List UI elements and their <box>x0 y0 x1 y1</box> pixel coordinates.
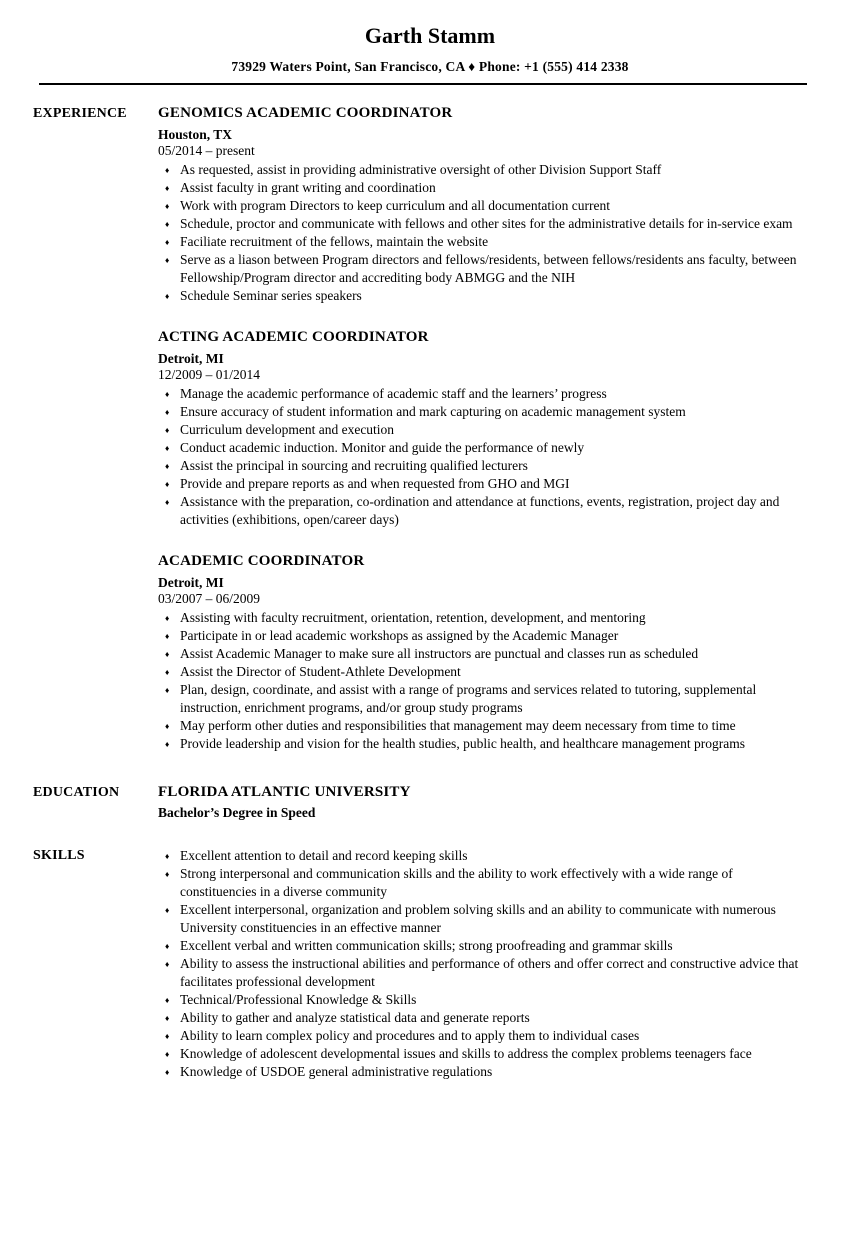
job-bullet <box>158 627 810 645</box>
job-bullet <box>158 735 810 753</box>
bullet-text: As requested, assist in providing administrative oversight of other Division Support Staff <box>180 162 662 177</box>
diamond-bullet-icon: ♦ <box>165 684 170 695</box>
job-title: ACADEMIC COORDINATOR <box>158 553 365 569</box>
job-bullet <box>158 475 810 493</box>
diamond-bullet-icon: ♦ <box>165 648 170 659</box>
skill-bullet <box>158 1045 810 1063</box>
resume-header <box>0 0 860 85</box>
section-label-experience: EXPERIENCE <box>33 106 127 121</box>
job-bullet <box>158 161 810 179</box>
bullet-text: Participate in or lead academic workshops as assigned by the Academic Manager <box>180 628 619 643</box>
job-title: GENOMICS ACADEMIC COORDINATOR <box>158 105 453 121</box>
resume-body <box>0 105 860 1081</box>
diamond-bullet-icon: ♦ <box>165 738 170 749</box>
diamond-bullet-icon: ♦ <box>165 460 170 471</box>
diamond-bullet-icon: ♦ <box>165 406 170 417</box>
job-entry <box>158 329 810 529</box>
skill-bullet <box>158 1009 810 1027</box>
section-skills <box>33 847 810 1081</box>
diamond-bullet-icon: ♦ <box>165 958 170 969</box>
skill-bullet <box>158 955 810 991</box>
job-dates: 05/2014 – present <box>158 143 255 158</box>
bullet-text: Excellent interpersonal, organization and problem solving skills and an ability to communicate with numerous University constituencies in an effective manner <box>180 902 776 935</box>
job-location: Houston, TX <box>158 127 233 142</box>
bullet-text: Serve as a liason between Program directors and fellows/residents, between fellows/residents ans faculty, between Fellowship/Program director and accrediting body ABMGG and the NIH <box>180 252 797 285</box>
bullet-text: Excellent attention to detail and record keeping skills <box>180 848 468 863</box>
diamond-bullet-icon: ♦ <box>165 904 170 915</box>
job-bullet <box>158 681 810 717</box>
education-content <box>158 784 810 821</box>
diamond-bullet-icon: ♦ <box>165 994 170 1005</box>
skill-bullet <box>158 901 810 937</box>
diamond-bullet-icon: ♦ <box>165 850 170 861</box>
diamond-bullet-icon: ♦ <box>165 720 170 731</box>
bullet-text: Ability to learn complex policy and procedures and to apply them to individual cases <box>180 1028 640 1043</box>
diamond-bullet-icon: ♦ <box>165 182 170 193</box>
diamond-bullet-icon: ♦ <box>165 388 170 399</box>
bullet-text: Assist Academic Manager to make sure all instructors are punctual and classes run as scheduled <box>180 646 699 661</box>
diamond-bullet-icon: ♦ <box>165 1048 170 1059</box>
skill-bullet <box>158 937 810 955</box>
education-degree: Bachelor’s Degree in Speed <box>158 805 316 820</box>
diamond-bullet-icon: ♦ <box>165 200 170 211</box>
diamond-bullet-icon: ♦ <box>165 1030 170 1041</box>
diamond-bullet-icon: ♦ <box>165 236 170 247</box>
job-location: Detroit, MI <box>158 351 224 366</box>
skill-bullet <box>158 1027 810 1045</box>
job-bullet <box>158 251 810 287</box>
bullet-text: Ability to assess the instructional abilities and performance of others and offer correct and constructive advice that facilitates professional development <box>180 956 799 989</box>
job-bullet <box>158 215 810 233</box>
section-experience <box>33 105 810 753</box>
section-label-education: EDUCATION <box>33 785 120 800</box>
bullet-text: Curriculum development and execution <box>180 422 395 437</box>
diamond-bullet-icon: ♦ <box>165 630 170 641</box>
bullet-text: Excellent verbal and written communication skills; strong proofreading and grammar skills <box>180 938 673 953</box>
skill-bullet <box>158 847 810 865</box>
diamond-bullet-icon: ♦ <box>165 478 170 489</box>
bullet-text: Technical/Professional Knowledge & Skills <box>180 992 417 1007</box>
bullet-text: Knowledge of USDOE general administrative regulations <box>180 1064 493 1079</box>
diamond-bullet-icon: ♦ <box>165 940 170 951</box>
bullet-text: Provide and prepare reports as and when requested from GHO and MGI <box>180 476 570 491</box>
bullet-text: Schedule Seminar series speakers <box>180 288 362 303</box>
job-dates: 03/2007 – 06/2009 <box>158 591 261 606</box>
diamond-bullet-icon: ♦ <box>165 666 170 677</box>
bullet-text: Ensure accuracy of student information and mark capturing on academic management system <box>180 404 686 419</box>
skill-bullet <box>158 865 810 901</box>
skill-bullet <box>158 1063 810 1081</box>
experience-content <box>158 105 810 753</box>
bullet-text: Knowledge of adolescent developmental issues and skills to address the complex problems teenagers face <box>180 1046 752 1061</box>
diamond-bullet-icon: ♦ <box>165 290 170 301</box>
section-education <box>33 784 810 821</box>
header-divider <box>39 83 807 85</box>
job-bullet <box>158 421 810 439</box>
job-title: ACTING ACADEMIC COORDINATOR <box>158 329 429 345</box>
bullet-text: Assist faculty in grant writing and coordination <box>180 180 436 195</box>
job-bullet <box>158 717 810 735</box>
diamond-bullet-icon: ♦ <box>165 1066 170 1077</box>
skills-bullet-list <box>158 847 810 1081</box>
bullet-text: Faciliate recruitment of the fellows, maintain the website <box>180 234 489 249</box>
job-entry <box>158 553 810 753</box>
diamond-bullet-icon: ♦ <box>165 442 170 453</box>
diamond-bullet-icon: ♦ <box>165 496 170 507</box>
diamond-bullet-icon: ♦ <box>165 254 170 265</box>
diamond-bullet-icon: ♦ <box>165 218 170 229</box>
skills-content <box>158 847 810 1081</box>
bullet-text: Assistance with the preparation, co-ordination and attendance at functions, events, registration, project day and activities (exhibitions, open/career days) <box>180 494 780 527</box>
job-bullet <box>158 403 810 421</box>
section-label-skills: SKILLS <box>33 848 85 863</box>
bullet-text: Plan, design, coordinate, and assist with a range of programs and services related to tutoring, supplemental instruction, enrichment programs, and/or group study programs <box>180 682 757 715</box>
contact-line: 73929 Waters Point, San Francisco, CA ♦ Phone: +1 (555) 414 2338 <box>231 59 629 74</box>
resume-name: Garth Stamm <box>364 23 496 48</box>
job-entry <box>158 105 810 305</box>
diamond-bullet-icon: ♦ <box>165 868 170 879</box>
job-bullet <box>158 197 810 215</box>
job-bullet <box>158 179 810 197</box>
bullet-text: Assist the principal in sourcing and recruiting qualified lecturers <box>180 458 528 473</box>
bullet-text: Manage the academic performance of academic staff and the learners’ progress <box>180 386 607 401</box>
job-bullet <box>158 645 810 663</box>
job-bullet <box>158 609 810 627</box>
job-dates: 12/2009 – 01/2014 <box>158 367 261 382</box>
job-bullet <box>158 385 810 403</box>
diamond-bullet-icon: ♦ <box>165 424 170 435</box>
job-location: Detroit, MI <box>158 575 224 590</box>
job-bullet <box>158 457 810 475</box>
bullet-text: Provide leadership and vision for the health studies, public health, and healthcare management programs <box>180 736 745 751</box>
bullet-text: Strong interpersonal and communication skills and the ability to work effectively with a wide range of constituencies in a diverse community <box>180 866 733 899</box>
diamond-bullet-icon: ♦ <box>165 164 170 175</box>
job-bullet <box>158 663 810 681</box>
bullet-text: Schedule, proctor and communicate with fellows and other sites for the administrative details for in-service exam <box>180 216 793 231</box>
bullet-text: Assisting with faculty recruitment, orientation, retention, development, and mentoring <box>180 610 646 625</box>
diamond-bullet-icon: ♦ <box>165 612 170 623</box>
bullet-text: May perform other duties and responsibilities that management may deem necessary from time to time <box>180 718 736 733</box>
job-bullet <box>158 493 810 529</box>
bullet-text: Assist the Director of Student-Athlete Development <box>180 664 461 679</box>
skill-bullet <box>158 991 810 1009</box>
job-bullet-list <box>158 385 810 529</box>
bullet-text: Work with program Directors to keep curriculum and all documentation current <box>180 198 611 213</box>
job-bullet <box>158 287 810 305</box>
job-bullet-list <box>158 609 810 753</box>
education-school: FLORIDA ATLANTIC UNIVERSITY <box>158 784 411 800</box>
diamond-bullet-icon: ♦ <box>165 1012 170 1023</box>
bullet-text: Conduct academic induction. Monitor and guide the performance of newly <box>180 440 585 455</box>
job-bullet <box>158 439 810 457</box>
job-bullet <box>158 233 810 251</box>
bullet-text: Ability to gather and analyze statistical data and generate reports <box>180 1010 530 1025</box>
job-bullet-list <box>158 161 810 305</box>
